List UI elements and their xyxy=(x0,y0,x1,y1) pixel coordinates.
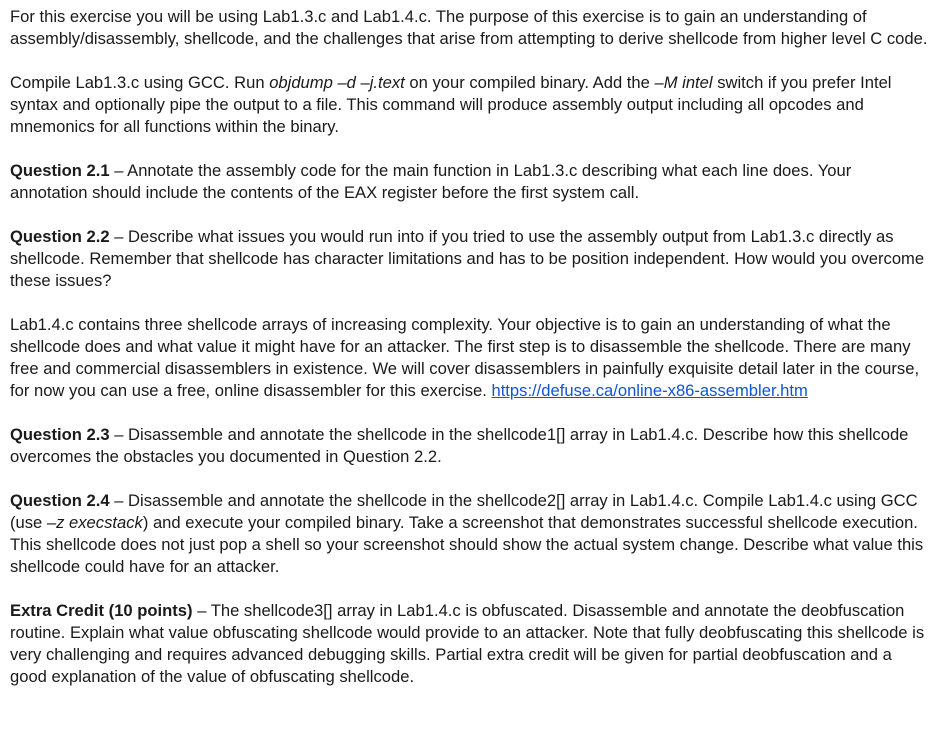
question-2-3 xyxy=(10,424,933,468)
lab14-paragraph xyxy=(10,314,933,402)
question-2-4 xyxy=(10,490,933,578)
intel-switch: –M intel xyxy=(654,73,713,92)
question-2-2 xyxy=(10,226,933,292)
question-2-3-text: – Disassemble and annotate the shellcode in the shellcode1[] array in Lab1.4.c. Describe how this shellcode overcomes the obstacles you documented in Question 2.2. xyxy=(10,425,909,466)
question-2-4-label: Question 2.4 xyxy=(10,491,110,510)
compile-text-1: Compile Lab1.3.c using GCC. Run xyxy=(10,73,270,92)
question-2-4-text-1: – Disassemble and annotate the shellcode in the shellcode2[] array in Lab1.4.c. Compile Lab1.4.c using GCC (use xyxy=(10,491,918,532)
question-2-2-label: Question 2.2 xyxy=(10,227,110,246)
lab14-text: Lab1.4.c contains three shellcode arrays of increasing complexity. Your objective is to gain an understanding of what the shellcode does and what value it might have for an attacker. The first step is to disassemble the shellcode. There are many free and commercial disassemblers in existence. We will cover disassemblers in painfully exquisite detail later in the course, for now you can use a free, online disassembler for this exercise. xyxy=(10,315,920,400)
disassembler-link[interactable]: https://defuse.ca/online-x86-assembler.htm xyxy=(491,381,808,400)
extra-credit xyxy=(10,600,933,688)
question-2-1 xyxy=(10,160,933,204)
intro-paragraph xyxy=(10,6,933,50)
intro-text: For this exercise you will be using Lab1.3.c and Lab1.4.c. The purpose of this exercise is to gain an understanding of assembly/disassembly, shellcode, and the challenges that arise from attempting to derive shellcode from higher level C code. xyxy=(10,7,928,48)
question-2-1-label: Question 2.1 xyxy=(10,161,110,180)
compile-paragraph xyxy=(10,72,933,138)
objdump-command: objdump –d –j.text xyxy=(269,73,405,92)
compile-text-3: switch if you prefer Intel syntax and optionally pipe the output to a file. This command will produce assembly output including all opcodes and mnemonics for all functions within the binary. xyxy=(10,73,892,136)
compile-text-2: on your compiled binary. Add the xyxy=(404,73,655,92)
extra-credit-text: – The shellcode3[] array in Lab1.4.c is obfuscated. Disassemble and annotate the deobfuscation routine. Explain what value obfuscating shellcode would provide to an attacker. Note that fully deobfuscating this shellcode is very challenging and requires advanced debugging skills. Partial extra credit will be given for partial deobfuscation and a good explanation of the value of obfuscating shellcode. xyxy=(10,601,925,686)
question-2-3-label: Question 2.3 xyxy=(10,425,110,444)
question-2-1-text: – Annotate the assembly code for the main function in Lab1.3.c describing what each line does. Your annotation should include the contents of the EAX register before the first system call. xyxy=(10,161,852,202)
question-2-2-text: – Describe what issues you would run into if you tried to use the assembly output from Lab1.3.c directly as shellcode. Remember that shellcode has character limitations and has to be position independent. How would you overcome these issues? xyxy=(10,227,925,290)
question-2-4-text-2: ) and execute your compiled binary. Take a screenshot that demonstrates successful shellcode execution. This shellcode does not just pop a shell so your screenshot should show the actual system change. Describe what value this shellcode could have for an attacker. xyxy=(10,513,924,576)
execstack-flag: –z execstack xyxy=(46,513,143,532)
extra-credit-label: Extra Credit (10 points) xyxy=(10,601,193,620)
